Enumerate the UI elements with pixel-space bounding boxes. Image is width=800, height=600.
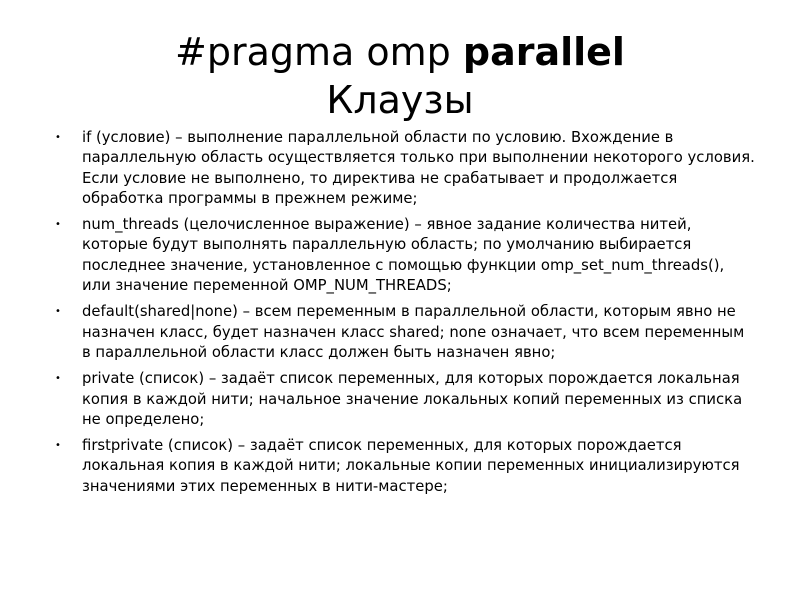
slide-content bbox=[55, 128, 755, 503]
bullet-list bbox=[55, 128, 755, 497]
bullet-icon: • bbox=[55, 219, 61, 231]
list-item-text: default(shared|none) – всем переменным в параллельной области, которым явно не назначен класс, будет назначен класс shared; none означает, что всем переменным в параллельной области класс должен быть назначен явно; bbox=[82, 303, 745, 361]
list-item bbox=[55, 302, 755, 363]
list-item bbox=[55, 215, 755, 296]
title-prefix: #pragma omp bbox=[175, 30, 463, 74]
title-line-1 bbox=[0, 28, 800, 76]
bullet-icon: • bbox=[55, 306, 61, 318]
list-item bbox=[55, 436, 755, 497]
list-item bbox=[55, 128, 755, 209]
bullet-icon: • bbox=[55, 440, 61, 452]
list-item-text: private (список) – задаёт список переменных, для которых порождается локальная копия в каждой нити; начальное значение локальных копий переменных из списка не определено; bbox=[82, 370, 743, 428]
bullet-icon: • bbox=[55, 132, 61, 143]
list-item-text: firstprivate (список) – задаёт список переменных, для которых порождается локальная копия в каждой нити; локальные копии переменных инициализируются значениями этих переменных в нити-мастере; bbox=[82, 437, 740, 495]
slide-title bbox=[0, 28, 800, 124]
title-line-2: Клаузы bbox=[326, 78, 474, 122]
list-item bbox=[55, 369, 755, 430]
title-bold-keyword: parallel bbox=[462, 30, 625, 74]
list-item-text: if (условие) – выполнение параллельной области по условию. Вхождение в параллельную область осуществляется только при выполнении некоторого условия. Если условие не выполнено, то директива не срабатывает и продолжается обработка программы в прежнем режиме; bbox=[82, 129, 755, 207]
bullet-icon: • bbox=[55, 373, 61, 385]
list-item-text: num_threads (целочисленное выражение) – явное задание количества нитей, которые будут выполнять параллельную область; по умолчанию выбирается последнее значение, установленное с помощью функции omp_set_num_threads(), или значение переменной OMP_NUM_THREADS; bbox=[82, 216, 725, 295]
